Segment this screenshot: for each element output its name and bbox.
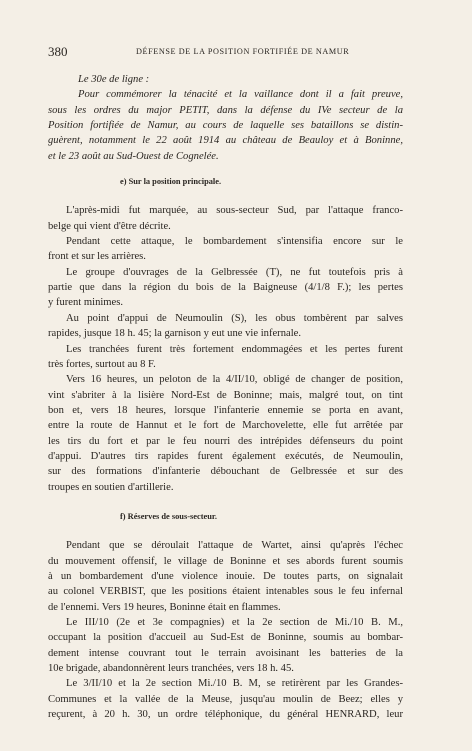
paragraph	[48, 342, 403, 373]
citation-line: Position fortifiée de Namur, au cours de laquelle ses bataillons se distin-	[48, 120, 403, 132]
text-line: Le 3/II/10 et la 2e section Mi./10 B. M, se retirèrent par les Grandes-	[66, 678, 403, 690]
text-line: rapides, jusque 18 h. 45; la garnison y eut une vie infernale.	[48, 328, 302, 340]
text-line: Au point d'appui de Neumoulin (S), les obus tombèrent par salves	[66, 312, 403, 324]
citation-title: Le 30e de ligne :	[78, 74, 150, 85]
text-line: dement intense couvrant tout le terrain avoisinant les batteries de la	[48, 647, 403, 659]
text-line: front et sur les arrières.	[48, 251, 146, 263]
text-line: bon et, vers 18 heures, lorsque l'infanterie ennemie se porta en avant,	[48, 404, 403, 416]
text-line: les tirs du fort et par le feu nourri des intrépides défenseurs du point	[48, 435, 403, 447]
text-line: partie que dans la région du bois de la Baigneuse (4/1/8 F.); les pertes	[48, 282, 403, 294]
paragraph	[48, 372, 403, 495]
text-line: Le groupe d'ouvrages de la Gelbressée (T), ne fut toutefois pris à	[66, 266, 403, 278]
running-head: DÉFENSE DE LA POSITION FORTIFIÉE DE NAMUR	[136, 47, 350, 56]
text-line: entre la route de Hannut et le fort de Marchovelette, elle fut arrêtée par	[48, 420, 403, 432]
page-body	[48, 72, 403, 722]
text-line: belge qui vient d'être décrite.	[48, 220, 171, 232]
text-line: Les tranchées furent très fortement endommagées et les pertes furent	[66, 343, 403, 355]
citation-line: Pour commémorer la ténacité et la vaillance dont il a fait preuve,	[78, 89, 403, 101]
citation-text	[48, 87, 403, 164]
paragraph	[48, 265, 403, 311]
text-line: sur des formations d'infanterie débouchant de Gelbressée et sur des	[48, 466, 403, 478]
paragraph	[48, 615, 403, 676]
citation-line: sous les ordres du major PETIT, dans la défense du IVe secteur de la	[48, 104, 403, 116]
text-line: vint s'abriter à la lisière Nord-Est de Boninne; mais, malgré tout, on tint	[48, 389, 403, 401]
citation-block	[48, 72, 403, 164]
text-line: très fortes, surtout au 8 F.	[48, 358, 156, 370]
text-line: du mouvement offensif, le village de Boninne et ses abords furent soumis	[48, 555, 403, 567]
paragraph	[48, 538, 403, 615]
text-line: reçurent, à 20 h. 30, un ordre téléphonique, du général HENRARD, leur	[48, 709, 403, 721]
text-line: Le III/10 (2e et 3e compagnies) et la 2e section de Mi./10 B. M.,	[66, 617, 403, 628]
paragraph	[48, 311, 403, 342]
text-line: à un bombardement d'une violence inouie. De toutes parts, on signalait	[48, 570, 403, 582]
paragraph	[48, 676, 403, 722]
text-line: Pendant que se déroulait l'attaque de Wartet, ainsi qu'après l'échec	[66, 540, 403, 552]
section-e-body	[48, 203, 403, 495]
text-line: Pendant cette attaque, le bombardement s'intensifia encore sur le	[66, 236, 403, 248]
page-header	[48, 44, 404, 60]
page-number: 380	[48, 44, 68, 59]
text-line: troupes en soutien d'artillerie.	[48, 481, 174, 493]
citation-line: guèrent, notamment le 22 août 1914 au château de Beauloy et à Boninne,	[48, 135, 403, 147]
text-line: y furent minimes.	[48, 297, 124, 309]
text-line: de l'ennemi. Vers 19 heures, Boninne était en flammes.	[48, 601, 281, 613]
paragraph	[48, 203, 403, 234]
section-f-body	[48, 538, 403, 722]
text-line: Communes et la vallée de la Meuse, jusqu'au moulin de Beez; elles y	[48, 693, 403, 705]
text-line: d'appui. D'autres tirs rapides furent également exécutés, de Neumoulin,	[48, 450, 403, 462]
text-line: au colonel VERBIST, que les positions étaient intenables sous le feu infernal	[48, 586, 403, 598]
citation-line: et le 23 août au Sud-Ouest de Cognelée.	[48, 150, 219, 162]
section-title-f: f) Réserves de sous-secteur.	[120, 511, 217, 521]
text-line: Vers 16 heures, un peloton de la 4/II/10, obligé de changer de position,	[66, 374, 403, 386]
text-line: L'après-midi fut marquée, au sous-secteur Sud, par l'attaque franco-	[66, 205, 403, 217]
text-line: occupant la position d'accueil au Sud-Est de Boninne, soumis au bombar-	[48, 632, 403, 644]
paragraph	[48, 234, 403, 265]
section-title-e: e) Sur la position principale.	[120, 177, 222, 187]
text-line: 10e brigade, abandonnèrent leurs tranchées, vers 18 h. 45.	[48, 663, 294, 675]
